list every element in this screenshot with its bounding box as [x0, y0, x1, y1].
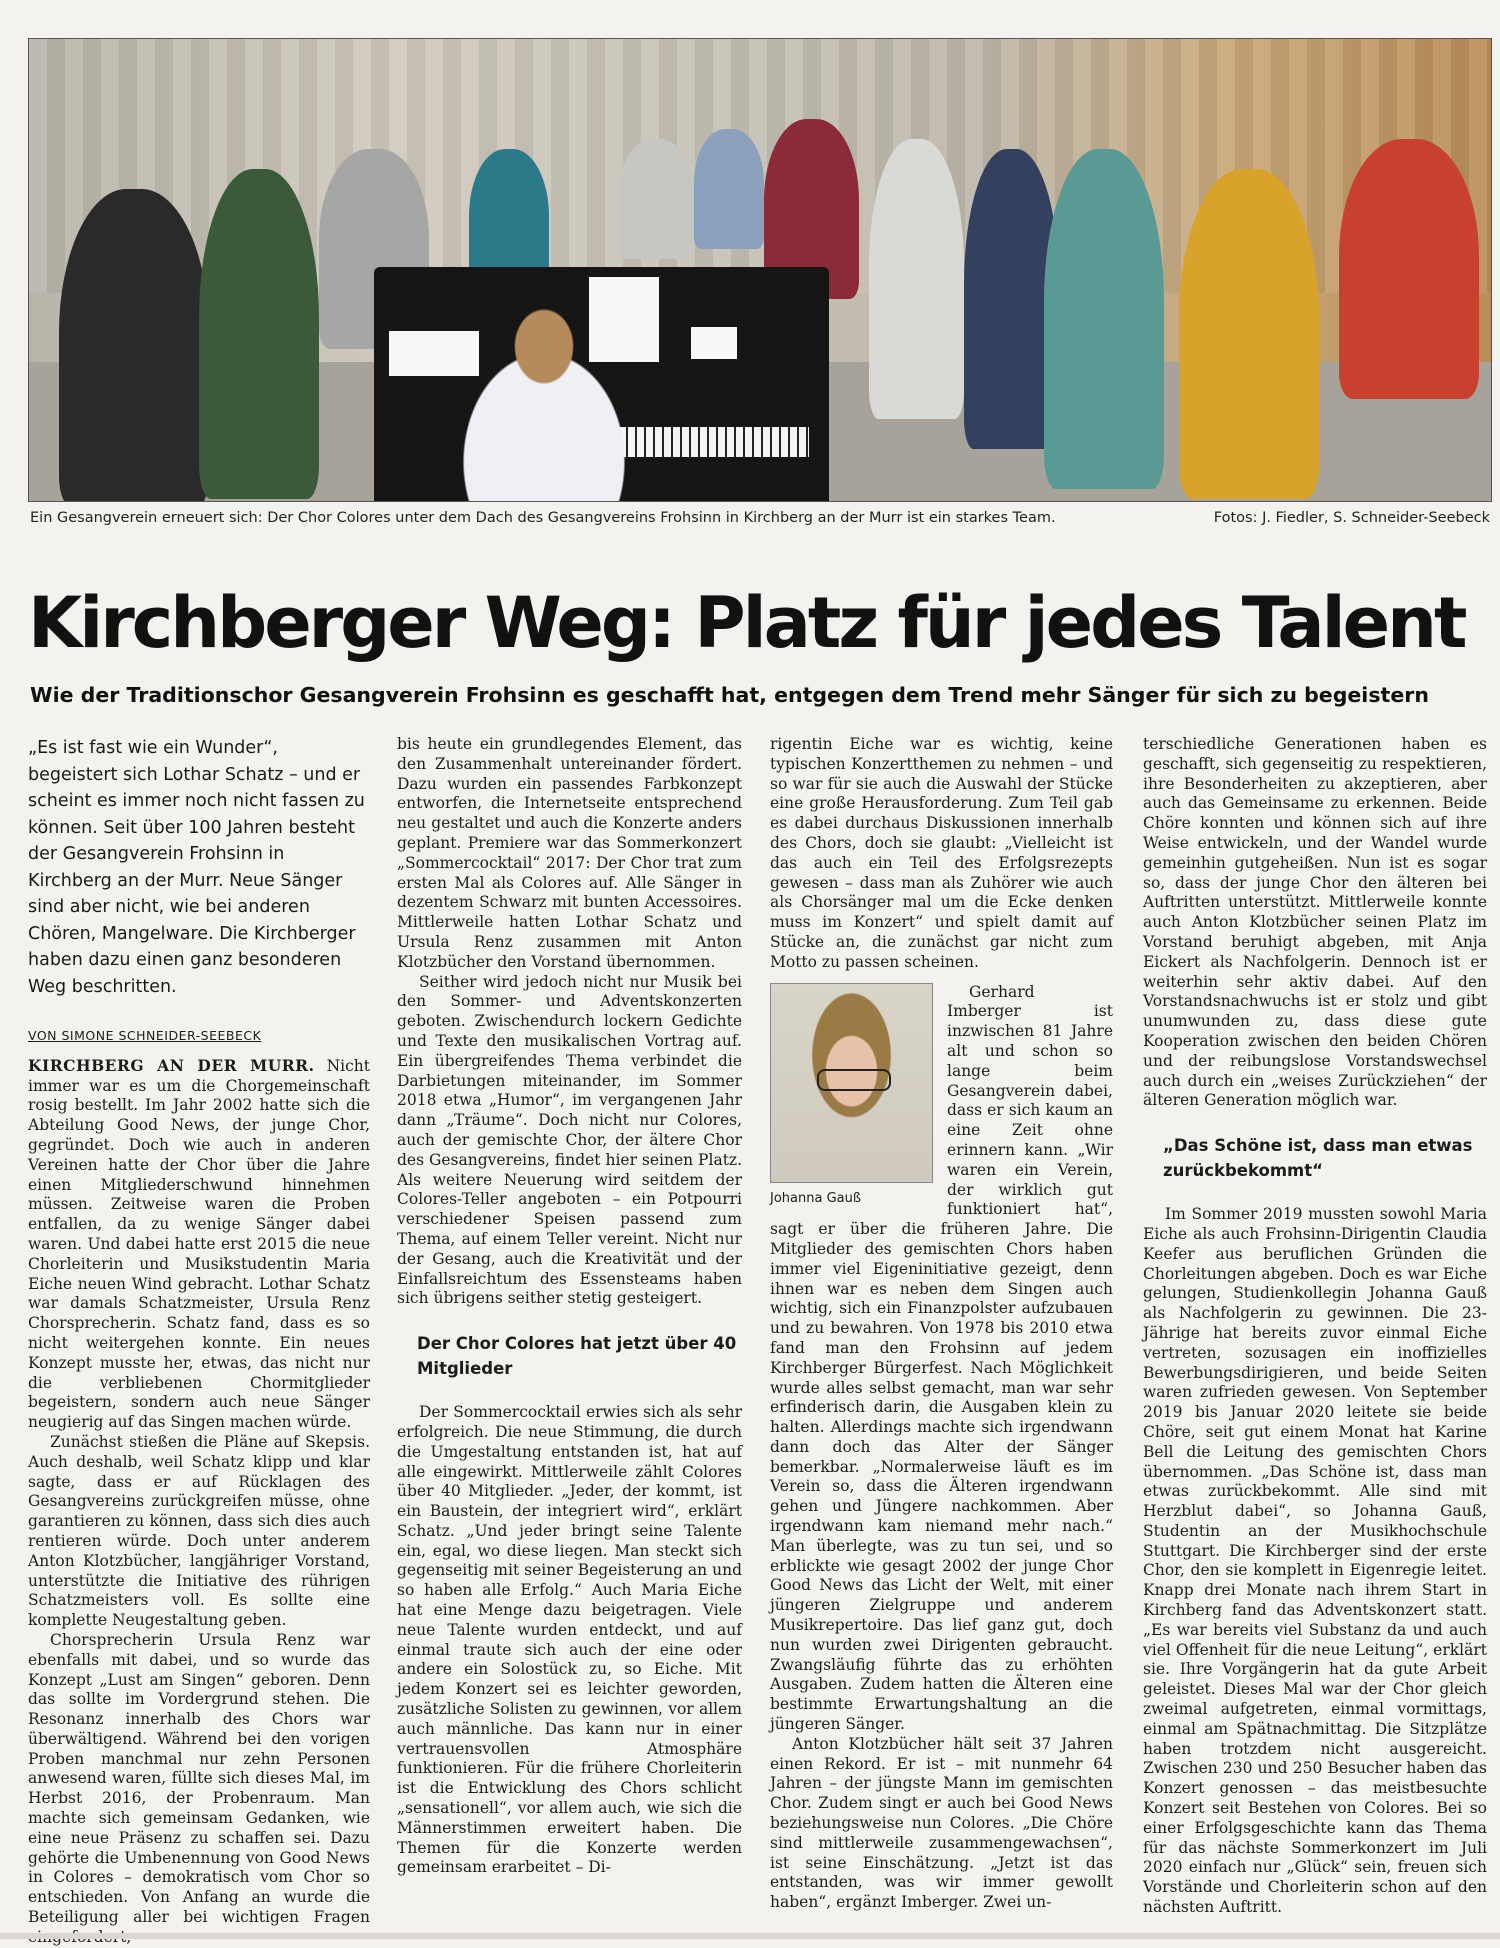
lead-paragraph: „Es ist fast wie ein Wunder“, begeistert sich Lothar Schatz – und er scheint es immer noch nicht fassen zu können. Seit über 100 Jahren besteht der Gesangverein Frohsinn in Kirchberg an der Murr. Neue Sänger sind aber nicht, wie bei anderen Chören, Mangelware. Die Kirchberger haben dazu einen ganz besonderen Weg beschritten.: [28, 738, 365, 997]
page-edge: [0, 1933, 1500, 1939]
portrait-johanna-gauss: [770, 983, 933, 1209]
portrait-caption: Johanna Gauß: [770, 1190, 862, 1206]
singer-figure: [619, 139, 694, 259]
subheadline: Wie der Traditionschor Gesangverein Frohsinn es geschafft hat, entgegen dem Trend mehr Sänger für sich zu begeistern: [30, 683, 1429, 707]
crosshead: Der Chor Colores hat jetzt über 40 Mitglieder: [417, 1334, 737, 1379]
singer-figure: [869, 139, 964, 419]
portrait-photo: [770, 983, 933, 1183]
dateline: KIRCHBERG AN DER MURR.: [28, 1055, 315, 1075]
body-paragraph: Chorsprecherin Ursula Renz war ebenfalls mit dabei, und so wurde das Konzept „Lust am Singen“ geboren. Denn das sollte im Vordergrund stehen. Die Resonanz innerhalb des Chors war überwältigend. Während bei den vorigen Proben manchmal nur zehn Personen anwesend waren, füllte sich dieses Mal, im Herbst 2016, der Probenraum. Man machte sich gemeinsam Gedanken, wie eine neue Präsenz zu schaffen sei. Dazu gehörte die Umbenennung von Good News in Colores – demokratisch vom Chor so entschieden. Von Anfang an wurde die Beteiligung aller bei wichtigen Fragen: [28, 1630, 370, 1927]
choir-photo: [28, 38, 1492, 502]
singer-figure: [1044, 149, 1164, 489]
column-1: [28, 735, 370, 1948]
headline: Kirchberger Weg: Platz für jedes Talent: [28, 582, 1465, 664]
body-text: Nicht immer war es um die Chorgemeinschaft rosig bestellt. Im Jahr 2002 hatte sich die Abteilung Good News, der junge Chor, gegründet. Doch wie auch in anderen Vereinen hatte der Chor über die Jahre einen Mitgliederschwund hinnehmen müssen. Zeitweise waren die Proben entfallen, da zu wenige Sänger dabei waren. Und dabei hatte erst 2015 die neue Chorleiterin und Musikstudentin Maria Eiche neuen Wind gebracht. Lothar Schatz war damals Schatzmeister, Ursula Renz Chorsprecherin. Schatz fand, dass es so nicht weitergehen konnte. Ein neues Konzept musste her, etwas, das nicht nur die verbliebenen Chormitglieder begeistern, sondern auch neue Sänger neugierig auf das Singen machen würde.: [28, 1056, 370, 1432]
body-paragraph: bis heute ein grundlegendes Element, das den Zusammenhalt untereinander fördert. Dazu wurden ein passendes Farbkonzept entworfen, die Internetseite entsprechend neu gestaltet und auch die Konzerte anders geplant. Premiere war das Sommerkonzert „Sommercocktail“ 2017: Der Chor trat zum ersten Mal als Colores auf. Alle Sänger in dezentem Schwarz mit bunten Accessoires. Mittlerweile hatten Lothar Schatz und Ursula Renz zusammen mit Anton Klotzbücher den Vorstand übernommen.: [397, 735, 742, 971]
body-paragraph: Seither wird jedoch nicht nur Musik bei den Sommer- und Adventskonzerten geboten. Zwischendurch lockern Gedichte und Texte den musikalischen Vortrag auf. Ein übergreifendes Thema verbindet die Darbietungen miteinander, im Sommer 2018 etwa „Humor“, im vergangenen Jahr dann „Träume“. Doch nicht nur Colores, auch der gemischte Chor, der ältere Chor des Gesangvereins, findet hier seinen Platz. Als weitere Neuerung wird seitdem der Colores-Teller angeboten – ein Potpourri verschiedener Speisen passend zum Thema, auf einem Teller vereint. Nicht nur der Gesang, auch die Kreativität und der Einfallsreichtum des Essensteams haben sich übrigens seither stetig gesteigert.: [397, 972, 743, 1308]
singer-figure: [1339, 139, 1479, 399]
byline: VON SIMONE SCHNEIDER-SEEBECK: [28, 1028, 262, 1043]
pianist-figure: [419, 294, 669, 502]
glasses-shape: [817, 1069, 891, 1091]
column-4: [1143, 735, 1487, 1918]
column-2: [397, 735, 742, 1878]
singer-figure: [694, 129, 764, 249]
photo-caption: Ein Gesangverein erneuert sich: Der Chor Colores unter dem Dach des Gesangvereins Frohsinn in Kirchberg an der Murr ist ein starkes Team.: [30, 510, 1056, 526]
body-paragraph: terschiedliche Generationen haben es geschafft, sich gegenseitig zu respektieren, ihre Besonderheiten zu akzeptieren, aber auch das Gemeinsame zu erkennen. Beide Chöre konnten und können sich auf ihre Weise entwickeln, und der Wandel wurde gemeinhin gutgeheißen. Nun ist es sogar so, dass der junge Chor den älteren bei Auftritten unterstützt. Mittlerweile konnte auch Anton Klotzbücher seinen Platz im Vorstand beruhigt abgeben, mit Anja Eickert als Nachfolgerin. Dennoch ist er weiterhin sehr aktiv dabei. Auf den Vorstandsnachwuchs ist er stolz und gibt unumwunden zu, dass diese gute Kooperation zwischen den beiden Chören und der reibungslose Vorstandswechsel auch durch ein „weises Zurückziehen“ der älteren Generation möglich war.: [1143, 735, 1487, 1110]
sheet-music: [691, 327, 737, 359]
column-3: [770, 735, 1113, 1913]
photo-credit: Fotos: J. Fiedler, S. Schneider-Seebeck: [1213, 510, 1490, 526]
singer-figure: [59, 189, 209, 502]
crosshead: „Das Schöne ist, dass man etwas zurückbekommt“: [1163, 1136, 1473, 1181]
body-paragraph: Zunächst stießen die Pläne auf Skepsis. Auch deshalb, weil Schatz klipp und klar sagte, dass er auf Rücklagen des Gesangvereins zurückgreifen müsse, ohne garantieren zu können, dass sich dies auch rentieren würde. Doch unter anderem Anton Klotzbücher, langjähriger Vorstand, unterstützte die Initiative des rührigen Schatzmeisters voll. Es sollte eine komplette Neugestaltung geben.: [28, 1432, 370, 1630]
singer-figure: [1179, 169, 1319, 499]
body-paragraph: rigentin Eiche war es wichtig, keine typischen Konzertthemen zu nehmen – und so war für sie auch die Auswahl der Stücke eine große Herausforderung. Zum Teil gab es dabei durchaus Diskussionen innerhalb des Chors, doch sie glaubt: „Vielleicht ist das auch ein Teil des Erfolgsrezepts gewesen – dass man als Zuhörer wie auch als Chorsänger mal um die Ecke denken muss im Konzert“ und spielt damit auf Stücke an, die zunächst gar nicht zum Motto zu passen scheinen.: [770, 735, 1113, 971]
body-paragraph: [28, 1056, 370, 1433]
body-paragraph: Gerhard Imberger ist inzwischen 81 Jahre alt und schon so lange beim Gesangverein dabei, dass er sich kaum an eine Zeit ohne erinnern kann. „Wir waren ein Verein, der wirklich gut funktioniert hat“, sagt er über die früheren Jahre. Die Mitglieder des gemischten Chors haben immer viel Eigeninitiative gezeigt, denn ihnen war es neben dem Singen auch wichtig, sich ein Finanzpolster aufzubauen und zu bewahren. Von 1978 bis 2010 etwa fand man den Frohsinn auf jedem Kirchberger Bürgerfest. Nach Möglichkeit wurde alles selbst gemacht, man war sehr erfinderisch darin, die Ausgaben klein zu halten. Allerdings machte sich irgendwann dann doch das Alter der Sänger bemerkbar. „Normalerweise läuft es im Verein so, dass die Älteren irgendwann gehen und Jüngere nachkommen. Aber irgendwann kam niemand mehr nach.“ Man überlegte, was zu tun sei, und so erblickte wie gesagt 2002 der junge Chor Good News das Licht der Welt, mit einer jüngeren Zielgruppe und anderem Musikrepertoire. Das lief ganz gut, doch nun wurden zwei Dirigenten gebraucht. Zwangsläufig führte das zu erhöhten Ausgaben. Zudem hatten die Älteren eine bestimmte Erwartungshaltung an die jüngeren Sänger.: [770, 982, 1113, 1734]
singer-figure: [199, 169, 319, 499]
body-paragraph: Anton Klotzbücher hält seit 37 Jahren einen Rekord. Er ist – mit nunmehr 64 Jahren – der jüngste Mann im gemischten Chor. Zudem singt er auch bei Good News beziehungsweise nun Colores. „Die Chöre sind mittlerweile zusammengewachsen“, ist seine Einschätzung. „Jetzt ist das entstanden, was wir immer gewollt haben“, ergänzt Imberger. Zwei un-: [770, 1734, 1113, 1912]
body-paragraph: Der Sommercocktail erwies sich als sehr erfolgreich. Die neue Stimmung, die durch die Umgestaltung entstanden ist, hat auf alle eingewirkt. Mittlerweile zählt Colores über 40 Mitglieder. „Jeder, der kommt, ist ein Baustein, der integriert wird“, erklärt Schatz. „Und jeder bringt seine Talente ein, egal, wo diese liegen. Man steckt sich gegenseitig mit seiner Begeisterung an und so haben alle Erfolg.“ Auch Maria Eiche hat eine Menge dazu beigetragen. Viele neue Talente wurden entdeckt, und auf einmal traute sich auch der eine oder andere ein Solostück zu, so Eiche. Mit jedem Konzert sei es leichter geworden, zusätzliche Solisten zu gewinnen, vor allem auch männliche. Das kann nur in einer vertrauensvollen Atmosphäre funktionieren. Für die frühere Chorleiterin ist die Entwicklung des Chors schlicht „sensationell“, vor allem auch, wie sich die Männerstimmen erweitert haben. Die Themen für die Konzerte werden gemeinsam erarbeitet – Di-: [397, 1403, 742, 1877]
body-paragraph: Im Sommer 2019 mussten sowohl Maria Eiche als auch Frohsinn-Dirigentin Claudia Keefer aus beruflichen Gründen die Chorleitungen abgeben. Doch es war Eiche gelungen, Studienkollegin Johanna Gauß als Nachfolgerin zu gewinnen. Die 23-Jährige hat bereits zuvor einmal Eiche vertreten, sozusagen ein inoffizielles Bewerbungsdirigieren, und beide Seiten waren zufrieden gewesen. Von September 2019 bis Januar 2020 leitete sie beide Chöre, seit gut einem Monat hat Karine Bell die Leitung des gemischten Chors übernommen. „Das Schöne ist, dass man etwas zurückbekommt. Alle sind mit Herzblut dabei“, so Johanna Gauß, Studentin an der Musikhochschule Stuttgart. Die Kirchberger sind der erste Chor, den sie komplett in Eigenregie leitet. Knapp drei Monate nach ihrem Start in Kirchberg fand das Adventskonzert statt. „Es war bereits viel Substanz da und auch viel Offenheit für die neue Leitung“, erklärt sie. Ihre Vorgängerin hat da gute Arbeit geleistet. Dieses Mal war der Chor gleich zweimal aufgetreten, einmal vormittags, einmal am Spätnachmittag. Die Sitzplätze haben trotzdem nicht ausgereicht. Zwischen 230 und 250 Besucher haben das Konzert genossen – das meistbesuchte Konzert seit Bestehen von Colores. Bei so einer Erfolgsgeschichte kann das Thema für das nächste Sommerkonzert im Juli 2020 einfach nur „Glück“ sein, freuen sich Vorstände und Chorleiterin schon auf den nächsten Auftritt.: [1143, 1205, 1487, 1917]
